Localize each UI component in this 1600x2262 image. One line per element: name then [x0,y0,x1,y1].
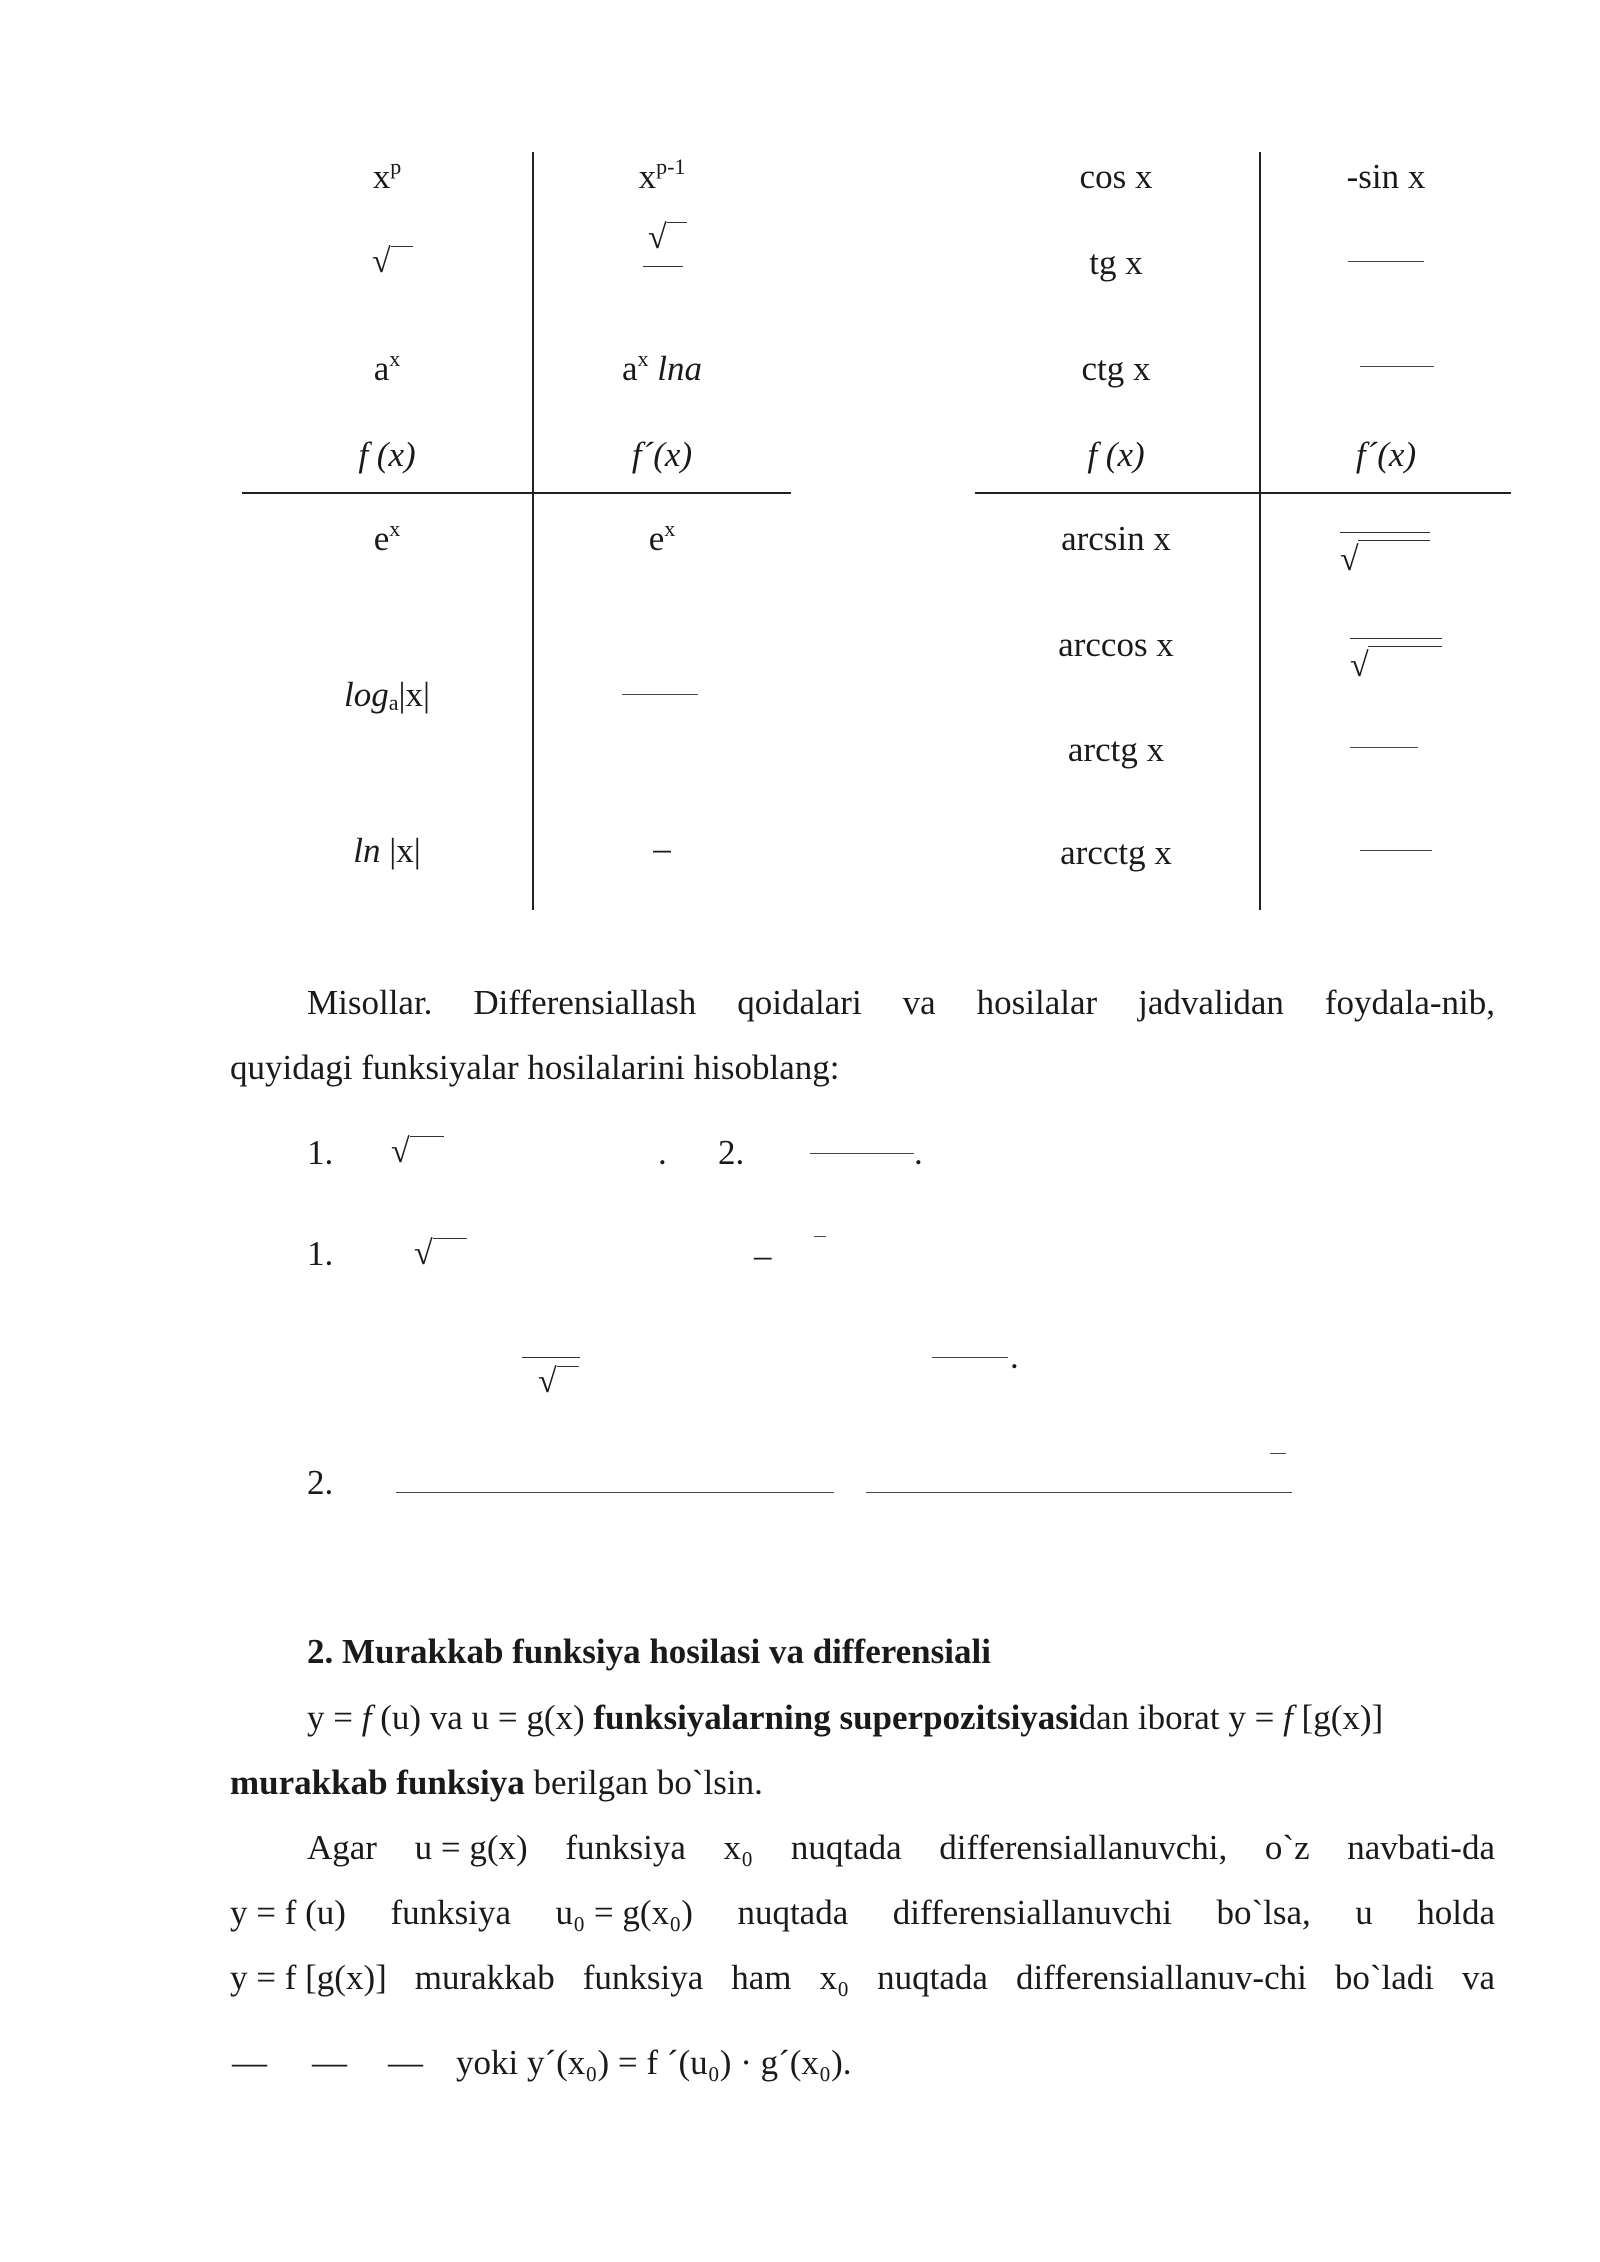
table-cell-dfx: $e^x$ [648,516,676,558]
fraction-bar [1360,850,1432,851]
table-cell-dfx: -sin x [1346,157,1426,196]
fraction-dash: — [312,2043,347,2082]
table-cell-fx: cos x [1079,157,1153,196]
table-cell-fx: arctg x [1067,730,1165,769]
table-cell-fx: $a^x$ [373,346,401,388]
section-paragraph-line-3: Agar u = g(x) funksiya x₀ nuqtada differensiallanuvchi, o`z navbati-da [307,1828,1495,1867]
task-dot: . [658,1133,667,1172]
fraction-bar [396,1492,834,1493]
table-cell-fx: ctg x [1081,349,1151,388]
table-header-fx: f (x) [358,435,416,474]
task-dot: . [914,1133,923,1172]
table-header-dfx: f´(x) [631,435,693,474]
section-paragraph-line-5: y = f [g(x)] murakkab funksiya ham x₀ nuqtada differensiallanuv-chi bo`ladi va [230,1958,1495,1997]
solution-dot: . [1010,1337,1019,1376]
table-column-divider [1259,152,1261,910]
solution-number-1: 1. [307,1234,334,1273]
intro-line-2: quyidagi funksiyalar hosilalarini hisoblang: [230,1048,840,1087]
table-cell-fx: $e^x$ [373,516,401,558]
fraction-bar [1270,1453,1286,1454]
sqrt-symbol: √ [414,1235,433,1272]
fraction-bar [1360,366,1434,367]
table-cell-fx: arcctg x [1060,833,1172,872]
intro-line-1: Misollar. Differensiallash qoidalari va hosilalar jadvalidan foydala-nib, [307,983,1495,1022]
fraction-bar [622,694,698,695]
table-divider [975,492,1511,494]
table-cell-fx: ln |x| [353,831,421,870]
table-header-dfx: f´(x) [1355,435,1417,474]
section-paragraph-line-2: murakkab funksiya berilgan bo`lsin. [230,1763,763,1802]
fraction-bar [1350,747,1418,748]
section-heading: 2. Murakkab funksiya hosilasi va differensiali [307,1632,991,1671]
table-cell-dfx: – [653,829,671,868]
table-cell-fx: tg x [1089,243,1143,282]
fraction-dash: — [232,2043,267,2082]
table-header-fx: f (x) [1087,435,1145,474]
table-cell-dfx: $x^{p-1}$ [638,154,686,196]
section-paragraph-line-1: y = f (u) va u = g(x) funksiyalarning superpozitsiyasidan iborat y = f [g(x)] [307,1698,1384,1737]
table-cell-fx: $x^p$ [372,154,402,196]
task-number-1: 1. [307,1133,334,1172]
fraction-bar [814,1236,826,1237]
sqrt-symbol: √ [372,243,391,280]
solution-number-2: 2. [307,1463,334,1502]
section-paragraph-line-4: y = f (u) funksiya u₀ = g(x₀) nuqtada differensiallanuvchi bo`lsa, u holda [230,1893,1495,1932]
table-cell-dfx: $a^x$ lna [621,346,703,388]
fraction-bar [810,1153,914,1154]
table-cell-fx: arccos x [1058,625,1174,664]
table-cell-fx: arcsin x [1061,519,1171,558]
table-column-divider [532,152,534,910]
task-number-2: 2. [718,1133,745,1172]
table-divider [242,492,791,494]
fraction-dash: — [388,2043,423,2082]
sqrt-symbol: √ [391,1133,410,1170]
table-cell-fx: $\log_a|x|$ [343,675,431,715]
minus-sign: – [754,1236,772,1275]
chain-rule-formula: yoki y´(x₀) = f ´(u₀) · g´(x₀). [456,2043,852,2082]
fraction-bar [866,1492,1292,1493]
fraction-bar [1348,261,1424,262]
fraction-bar [932,1357,1008,1358]
